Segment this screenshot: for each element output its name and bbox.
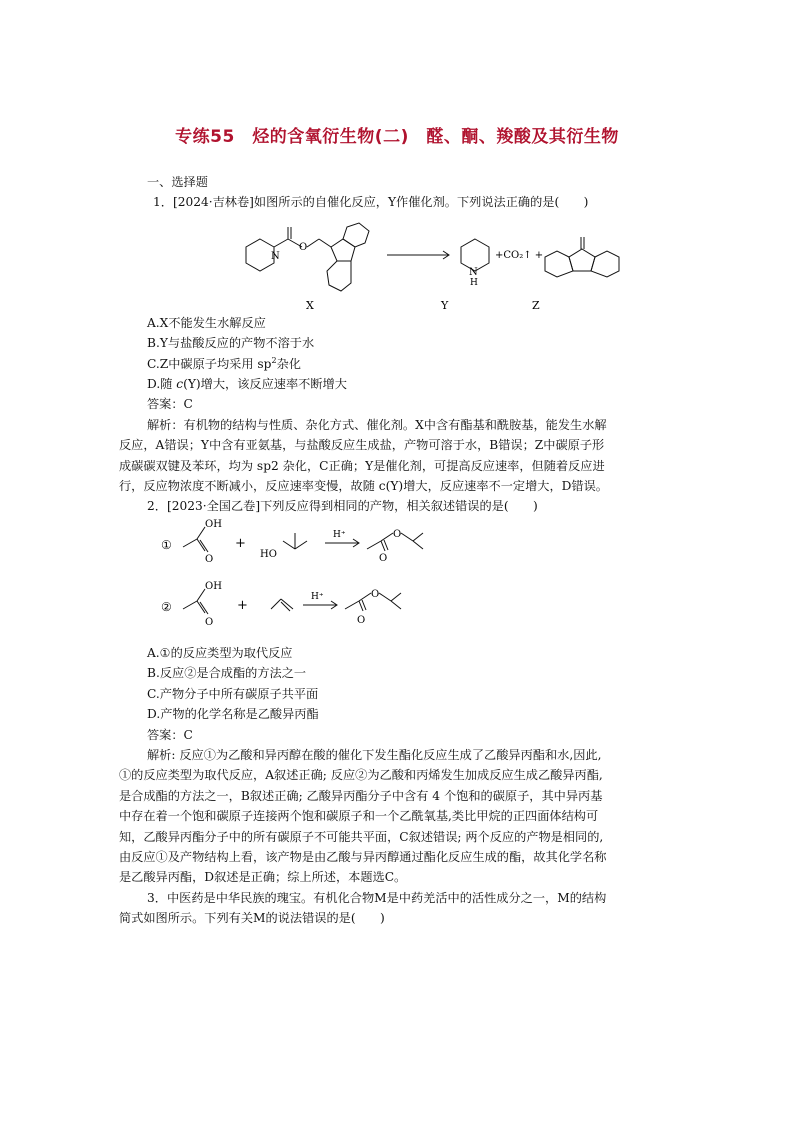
q2-r2-ester-o: O [371,588,380,600]
q2-r1-hplus: H⁺ [333,529,346,540]
q2-option-d: D.产物的化学名称是乙酸异丙酯 [147,707,319,722]
q1-option-c-tail: 杂化 [276,356,301,371]
q2-reaction-2-marker: ② [161,599,172,614]
q2-option-c: C.产物分子中所有碳原子共平面 [147,686,319,701]
q2-r1-plus: + [235,535,246,551]
q2-r2-o: O [205,616,214,628]
q2-r2-carbonyl-o: O [357,614,366,626]
q2-analysis-3: 是合成酯的方法之一，B叙述正确; 乙酸异丙酯分子中含有 4 个饱和的碳原子，其中异丙基 [119,788,603,803]
q2-reaction-svg [147,517,677,643]
q2-analysis-2: ①的反应类型为取代反应，A叙述正确; 反应②为乙酸和丙烯发生加成反应生成乙酸异丙酯, [119,768,603,783]
q2-analysis-1: 解析: 反应①为乙酸和异丙醇在酸的催化下发生酯化反应生成了乙酸异丙酯和水,因此, [147,747,602,762]
content [119,172,677,929]
q1-option-d-tail: (Y)增大，该反应速率不断增大 [183,377,347,392]
q1-x-oxygen: O [299,241,308,253]
q1-option-d-c: c [176,377,184,392]
q2-reaction-figure [147,517,677,643]
q2-option-a: A.①的反应类型为取代反应 [147,645,293,660]
q2-r1-o: O [205,553,214,565]
q1-answer: 答案：C [147,397,193,412]
q1-option-a: A.X不能发生水解反应 [147,315,266,330]
question-3-stem-2: 简式如图所示。下列有关M的说法错误的是( ) [119,911,385,926]
q2-analysis-4: 中存在着一个饱和碳原子连接两个饱和碳原子和一个乙酰氧基,类比甲烷的正四面体结构可 [119,809,599,824]
q2-analysis-5: 知，乙酸异丙酯分子中的所有碳原子不可能共平面，C叙述错误; 两个反应的产物是相同的, [119,829,604,844]
q1-option-d [147,374,677,394]
q2-r1-carbonyl-o: O [379,552,388,564]
q2-answer: 答案：C [147,727,193,742]
q2-analysis-6: 由反应①及产物结构上看，该产物是由乙酸与异丙醇通过酯化反应生成的酯，故其化学名称 [119,849,607,864]
q1-reaction-svg [147,213,677,313]
q2-r2-plus: + [237,597,248,613]
q1-option-c-sup: 2 [271,355,277,365]
q1-co2-text: +CO₂↑ + [495,249,544,261]
question-1-stem: 1．[2024·吉林卷]如图所示的自催化反应，Y作催化剂。下列说法正确的是( ) [153,195,589,210]
q1-label-y: Y [441,298,449,312]
q1-option-d-text: D.随 [147,377,173,392]
q1-option-c-sp: sp [257,356,272,371]
page-title: 专练55 烃的含氧衍生物(二) 醛、酮、羧酸及其衍生物 [175,127,619,147]
q1-reaction-figure [147,213,677,313]
q1-option-c-text: C.Z中碳原子均采用 [147,356,254,371]
q1-x-nitrogen: N [271,250,280,262]
q1-analysis-1: 解析：有机物的结构与性质、杂化方式、催化剂。X中含有酯基和酰胺基，能发生水解 [147,417,607,432]
q1-label-z: Z [532,298,540,312]
q1-analysis-2: 反应，A错误；Y中含有亚氨基，与盐酸反应生成盐，产物可溶于水，B错误；Z中碳原子形 [119,438,605,453]
q2-r2-oh: OH [205,580,222,592]
q2-r1-oh: OH [205,518,222,530]
q1-analysis-4: 行，反应物浓度不断减小，反应速率变慢，故随 c(Y)增大，反应速率不一定增大，D错误。 [119,479,608,494]
q2-r2-hplus: H⁺ [311,591,324,602]
q1-y-nitrogen: N [469,266,478,278]
q1-y-hydrogen: H [470,277,478,288]
q2-analysis-7: 是乙酸异丙酯，D叙述是正确；综上所述，本题选C。 [119,870,407,885]
question-3-stem-1: 3．中医药是中华民族的瑰宝。有机化合物M是中药羌活中的活性成分之一，M的结构 [147,890,607,905]
section-heading: 一、选择题 [147,175,208,189]
q2-reaction-1-marker: ① [161,537,172,552]
q1-option-c [147,354,677,374]
q1-option-b: B.Y与盐酸反应的产物不溶于水 [147,336,315,351]
question-2-stem: 2．[2023·全国乙卷]下列反应得到相同的产物，相关叙述错误的是( ) [147,499,538,514]
q2-r1-ester-o: O [393,528,402,540]
q1-label-x: X [306,298,314,312]
q2-r1-ho: HO [260,548,277,560]
q1-analysis-3: 成碳碳双键及苯环，均为 sp2 杂化，C正确；Y是催化剂，可提高反应速率，但随着反应进 [119,458,605,473]
q2-option-b: B.反应②是合成酯的方法之一 [147,666,307,681]
